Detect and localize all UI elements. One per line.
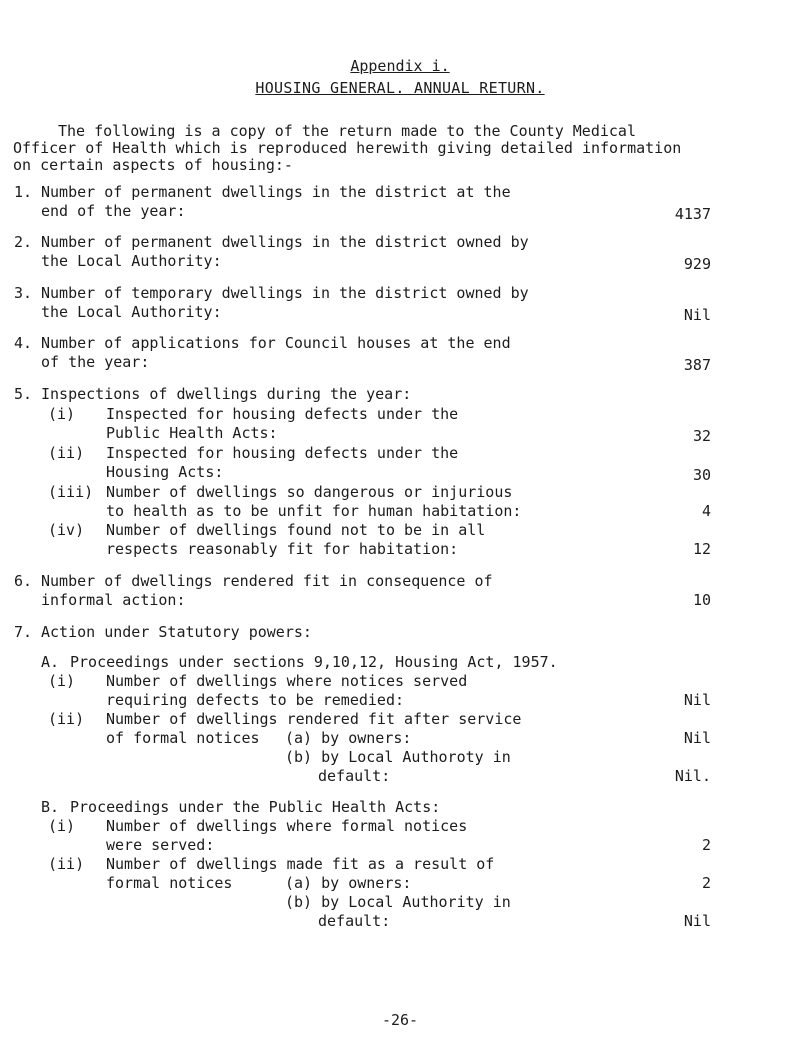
item-7-B-i-value: 2 bbox=[701, 836, 711, 854]
item-7-A-i-value: Nil bbox=[683, 691, 711, 709]
item-6-value: 10 bbox=[692, 591, 711, 609]
appendix-label: Appendix i. bbox=[350, 57, 450, 75]
item-1-value: 4137 bbox=[674, 205, 711, 223]
item-7-A-ii-b-value: Nil. bbox=[674, 767, 711, 785]
item-5-iii-value: 4 bbox=[701, 502, 711, 520]
document-page: Appendix i. HOUSING GENERAL. ANNUAL RETURN. The following is a copy of the return made to the County Medical Officer of Health which is reproduced herewith giving detailed information on certain aspects of housing:- 1. Number of permanent dwellings in the district at the end of the year: 4137 2. Number of permanent dwellings in the district owned by the Local Authority: 929 3. Number of temporary dwellings in the district owned by the Local Authority: Nil 4. Number of applications for Council houses at the end of the year: 387 5. Inspections of dwellings during the year: (i) Inspected for housing defects under the Public Health Acts: 32 (ii) Inspected for housing defects under the Housing Acts: 30 (iii) Number of dwellings so dangerous or injurious to health as to be unfit for human habitation: 4 (iv) Number of dwellings found not to be in all respects reasonably fit for habitation: 12 6. Number of dwellings rendered fit in consequence of informal action: 10 7. Action under Statutory powers: A. Proceedings under sections 9,10,12, Housing Act, 1957. (i) Number of dwellings where notices served requiring defects to be remedied: Nil (ii) Number of dwellings rendered fit after service of formal notices (a) by owners: Nil (b) by Local Authoroty in default: Nil. B. Proceedings under the Public Health Acts: (i) Number of dwellings where formal notices were served: 2 (ii) Number of dwellings made fit as a result of formal notices (a) by owners: 2 (b) by Local Authority in default: Nil -26- bbox=[0, 0, 800, 1057]
item-2-value: 929 bbox=[683, 255, 711, 273]
item-5-iv-value: 12 bbox=[692, 540, 711, 558]
intro-paragraph: The following is a copy of the return made to the County Medical Officer of Health which is reproduced herewith giving detailed information on certain aspects of housing:- bbox=[13, 122, 682, 174]
item-5-ii-value: 30 bbox=[692, 466, 711, 484]
item-4-value: 387 bbox=[683, 356, 711, 374]
item-7-A-ii-a-value: Nil bbox=[683, 729, 711, 747]
item-7-B-ii-a-value: 2 bbox=[701, 874, 711, 892]
item-5-i-value: 32 bbox=[692, 427, 711, 445]
item-3-value: Nil bbox=[683, 306, 711, 324]
page-number: -26- bbox=[381, 1011, 419, 1029]
document-title: HOUSING GENERAL. ANNUAL RETURN. bbox=[255, 79, 545, 97]
item-7-B-ii-b-value: Nil bbox=[683, 912, 711, 930]
